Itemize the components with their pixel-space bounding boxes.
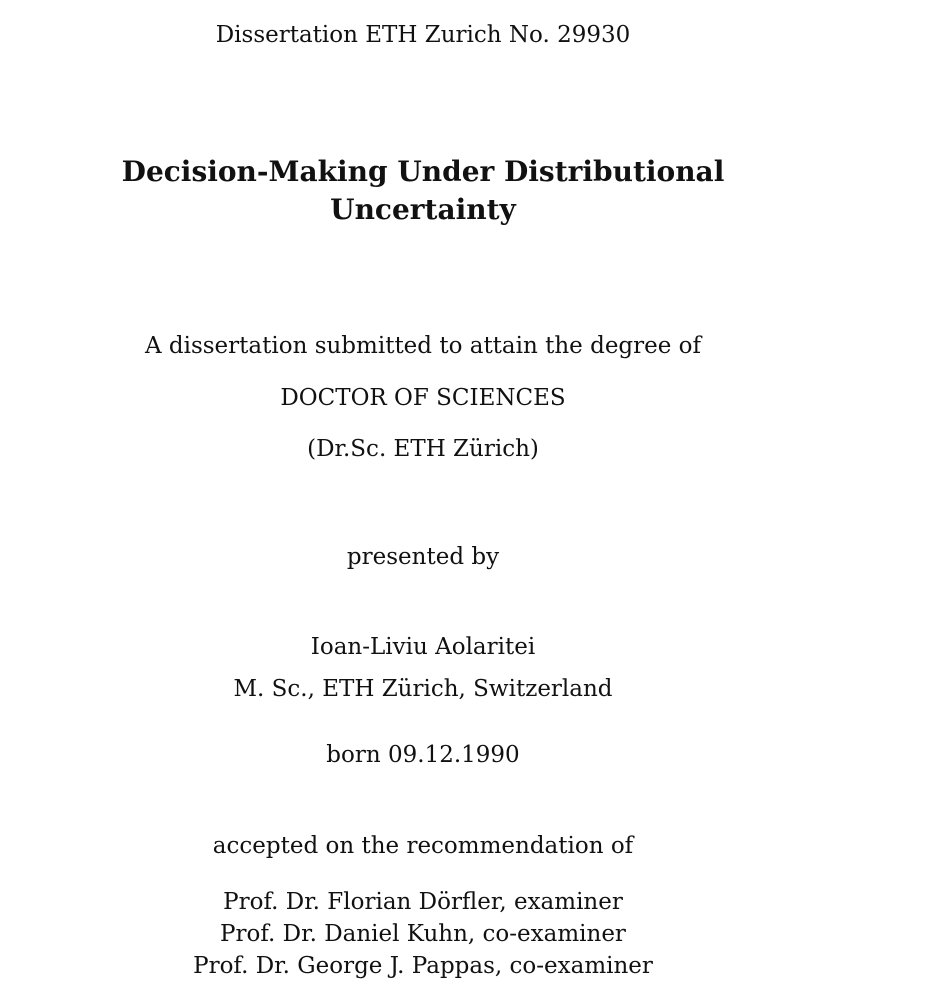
presented-by-label: presented by bbox=[346, 544, 500, 570]
committee-intro: accepted on the recommendation of bbox=[212, 833, 634, 859]
thesis-title-line-2: Uncertainty bbox=[330, 193, 516, 226]
author-name: Ioan-Liviu Aolaritei bbox=[310, 634, 536, 660]
committee-member: Prof. Dr. Florian Dörfler, examiner bbox=[223, 889, 623, 915]
author-credentials: M. Sc., ETH Zürich, Switzerland bbox=[233, 676, 613, 702]
dissertation-number: Dissertation ETH Zurich No. 29930 bbox=[215, 22, 631, 48]
degree-submission-text: A dissertation submitted to attain the degree of bbox=[144, 333, 702, 359]
committee-member: Prof. Dr. Daniel Kuhn, co-examiner bbox=[220, 921, 626, 947]
thesis-title-line-1: Decision-Making Under Distributional bbox=[121, 155, 725, 188]
degree-abbreviation: (Dr.Sc. ETH Zürich) bbox=[307, 436, 539, 462]
committee-member: Prof. Dr. George J. Pappas, co-examiner bbox=[193, 953, 653, 979]
author-birth-date: born 09.12.1990 bbox=[326, 742, 520, 768]
degree-name: DOCTOR OF SCIENCES bbox=[280, 385, 566, 411]
